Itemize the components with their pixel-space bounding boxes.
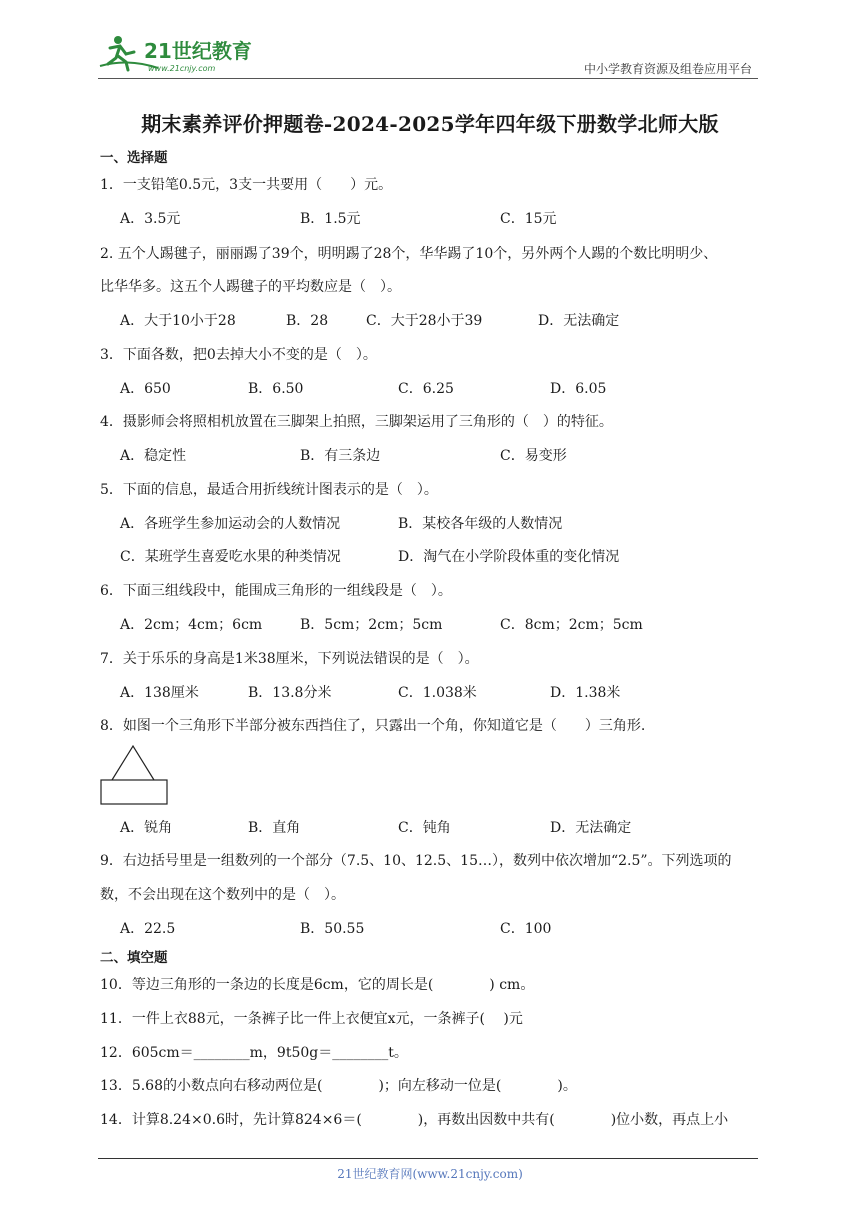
q9-option-a: A．22.5 bbox=[120, 921, 176, 937]
q8-option-b: B．直角 bbox=[248, 820, 301, 836]
question-12: 12．605cm＝________m，9t50g＝________t。 bbox=[100, 1045, 408, 1061]
q6-option-b: B．5cm；2cm；5cm bbox=[300, 617, 443, 633]
q5-option-c: C．某班学生喜爱吃水果的种类情况 bbox=[120, 549, 341, 565]
q8-option-a: A．锐角 bbox=[120, 820, 173, 836]
q1-option-b: B．1.5元 bbox=[300, 211, 361, 227]
q4-option-a: A．稳定性 bbox=[120, 448, 187, 464]
page-title: 期末素养评价押题卷-2024-2025学年四年级下册数学北师大版 bbox=[141, 112, 719, 136]
q4-option-b: B．有三条边 bbox=[300, 448, 381, 464]
footer-divider bbox=[98, 1158, 758, 1159]
triangle-angle bbox=[112, 746, 154, 780]
q1-option-a: A．3.5元 bbox=[120, 211, 181, 227]
question-9-line1: 9．右边括号里是一组数列的一个部分（7.5、10、12.5、15…），数列中依次增加“2.5”。下列选项的 bbox=[100, 853, 732, 869]
logo-text: 21世纪教育 bbox=[144, 39, 252, 63]
question-4: 4．摄影师会将照相机放置在三脚架上拍照，三脚架运用了三角形的（ ）的特征。 bbox=[100, 414, 613, 430]
platform-name: 中小学教育资源及组卷应用平台 bbox=[583, 62, 752, 76]
q2-option-d: D．无法确定 bbox=[538, 313, 620, 329]
q8-option-d: D．无法确定 bbox=[550, 820, 632, 836]
q3-option-b: B．6.50 bbox=[248, 381, 304, 397]
q2-option-b: B．28 bbox=[286, 313, 329, 329]
question-1: 1．一支铅笔0.5元，3支一共要用（ ）元。 bbox=[100, 177, 393, 193]
q2-option-c: C．大于28小于39 bbox=[366, 313, 483, 329]
q4-option-c: C．易变形 bbox=[500, 448, 567, 464]
brand-logo bbox=[98, 34, 258, 74]
q3-option-a: A．650 bbox=[120, 381, 171, 397]
q6-option-c: C．8cm；2cm；5cm bbox=[500, 617, 643, 633]
question-8: 8．如图一个三角形下半部分被东西挡住了，只露出一个角，你知道它是（ ）三角形. bbox=[100, 718, 646, 734]
question-5: 5．下面的信息，最适合用折线统计图表示的是（ ）。 bbox=[100, 482, 438, 498]
q5-option-b: B．某校各年级的人数情况 bbox=[398, 516, 563, 532]
q5-option-d: D．淘气在小学阶段体重的变化情况 bbox=[398, 549, 620, 565]
question-9-line2: 数，不会出现在这个数列中的是（ ）。 bbox=[100, 887, 345, 903]
q7-option-c: C．1.038米 bbox=[398, 685, 477, 701]
section-choice: 一、选择题 bbox=[100, 150, 168, 166]
question-10: 10．等边三角形的一条边的长度是6cm，它的周长是( ) cm。 bbox=[100, 977, 535, 993]
question-3: 3．下面各数，把0去掉大小不变的是（ ）。 bbox=[100, 347, 377, 363]
footer-link[interactable]: 21世纪教育网(www.21cnjy.com) bbox=[337, 1167, 523, 1181]
q7-option-b: B．13.8分米 bbox=[248, 685, 332, 701]
q7-option-a: A．138厘米 bbox=[120, 685, 199, 701]
question-14: 14．计算8.24×0.6时，先计算824×6＝( )，再数出因数中共有( )位小数，再点上小 bbox=[100, 1112, 729, 1128]
q8-option-c: C．钝角 bbox=[398, 820, 451, 836]
q3-option-c: C．6.25 bbox=[398, 381, 454, 397]
section-fill: 二、填空题 bbox=[100, 950, 168, 966]
page-header bbox=[98, 30, 758, 80]
question-7: 7．关于乐乐的身高是1米38厘米，下列说法错误的是（ ）。 bbox=[100, 651, 479, 667]
q9-option-c: C．100 bbox=[500, 921, 552, 937]
question-11: 11．一件上衣88元，一条裤子比一件上衣便宜x元，一条裤子( )元 bbox=[100, 1011, 523, 1027]
q5-option-a: A．各班学生参加运动会的人数情况 bbox=[120, 516, 341, 532]
header-divider bbox=[98, 78, 758, 79]
q9-option-b: B．50.55 bbox=[300, 921, 365, 937]
question-13: 13．5.68的小数点向右移动两位是( )；向左移动一位是( )。 bbox=[100, 1078, 577, 1094]
q6-option-a: A．2cm；4cm；6cm bbox=[120, 617, 263, 633]
triangle-figure bbox=[100, 744, 170, 806]
q7-option-d: D．1.38米 bbox=[550, 685, 621, 701]
q3-option-d: D．6.05 bbox=[550, 381, 607, 397]
q2-option-a: A．大于10小于28 bbox=[120, 313, 236, 329]
question-6: 6．下面三组线段中，能围成三角形的一组线段是（ ）。 bbox=[100, 583, 452, 599]
logo-url: www.21cnjy.com bbox=[148, 64, 216, 73]
covering-rectangle bbox=[101, 780, 167, 804]
question-2-line1: 2. 五个人踢毽子，丽丽踢了39个，明明踢了28个，华华踢了10个，另外两个人踢的个数比明明少、 bbox=[100, 246, 718, 262]
question-2-line2: 比华华多。这五个人踢毽子的平均数应是（ ）。 bbox=[100, 279, 401, 295]
q1-option-c: C．15元 bbox=[500, 211, 557, 227]
